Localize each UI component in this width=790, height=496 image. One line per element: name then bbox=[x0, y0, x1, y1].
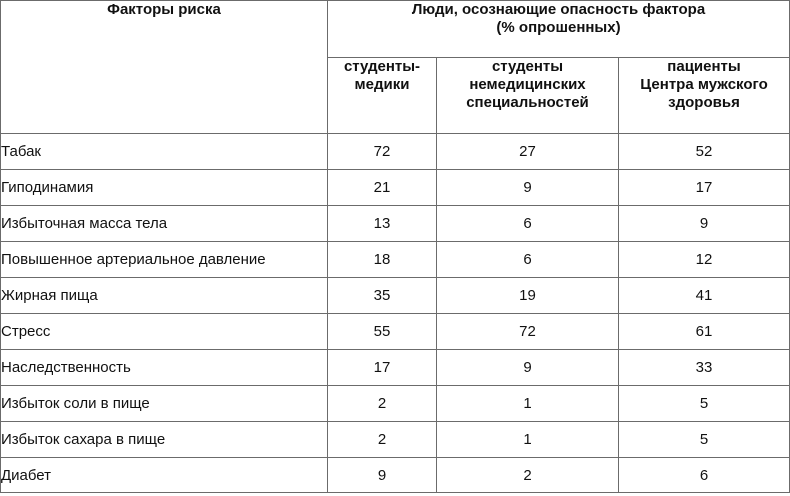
patients-value: 5 bbox=[619, 386, 790, 422]
factor-cell: Стресс bbox=[1, 314, 328, 350]
table-row bbox=[1, 458, 790, 493]
nonmedical-students-value: 19 bbox=[437, 278, 619, 314]
header-line: немедицинских bbox=[469, 76, 586, 93]
medical-students-value: 55 bbox=[328, 314, 437, 350]
factor-cell: Избыточная масса тела bbox=[1, 206, 328, 242]
medical-students-value: 17 bbox=[328, 350, 437, 386]
factor-cell: Диабет bbox=[1, 458, 328, 493]
nonmedical-students-value: 9 bbox=[437, 350, 619, 386]
nonmedical-students-value: 72 bbox=[437, 314, 619, 350]
nonmedical-students-value: 1 bbox=[437, 422, 619, 458]
patients-value: 5 bbox=[619, 422, 790, 458]
factor-cell: Жирная пища bbox=[1, 278, 328, 314]
medical-students-value: 18 bbox=[328, 242, 437, 278]
patients-value: 9 bbox=[619, 206, 790, 242]
header-line: Центра мужского bbox=[640, 76, 768, 93]
patients-value: 6 bbox=[619, 458, 790, 493]
factor-cell: Избыток сахара в пище bbox=[1, 422, 328, 458]
table-row bbox=[1, 350, 790, 386]
header-mens-health-patients bbox=[619, 58, 790, 134]
header-line: специальностей bbox=[466, 94, 589, 111]
table-row bbox=[1, 386, 790, 422]
medical-students-value: 13 bbox=[328, 206, 437, 242]
patients-value: 41 bbox=[619, 278, 790, 314]
medical-students-value: 21 bbox=[328, 170, 437, 206]
table-row bbox=[1, 278, 790, 314]
patients-value: 17 bbox=[619, 170, 790, 206]
header-aware-people bbox=[328, 1, 790, 58]
header-line: здоровья bbox=[668, 94, 740, 111]
header-line: пациенты bbox=[667, 58, 741, 75]
patients-value: 12 bbox=[619, 242, 790, 278]
header-aware-people-line2: (% опрошенных) bbox=[496, 19, 621, 36]
nonmedical-students-value: 6 bbox=[437, 242, 619, 278]
header-risk-factors-label: Факторы риска bbox=[107, 1, 221, 18]
header-line: медики bbox=[354, 76, 410, 93]
medical-students-value: 9 bbox=[328, 458, 437, 493]
table-row bbox=[1, 314, 790, 350]
nonmedical-students-value: 6 bbox=[437, 206, 619, 242]
header-line: студенты- bbox=[343, 58, 421, 75]
nonmedical-students-value: 9 bbox=[437, 170, 619, 206]
table-row bbox=[1, 134, 790, 170]
factor-cell: Гиподинамия bbox=[1, 170, 328, 206]
header-line: студенты bbox=[491, 58, 564, 75]
table-row bbox=[1, 422, 790, 458]
header-risk-factors bbox=[1, 1, 328, 134]
medical-students-value: 35 bbox=[328, 278, 437, 314]
factor-cell: Избыток соли в пище bbox=[1, 386, 328, 422]
patients-value: 61 bbox=[619, 314, 790, 350]
patients-value: 33 bbox=[619, 350, 790, 386]
table-row bbox=[1, 170, 790, 206]
factor-cell: Повышенное артериальное давление bbox=[1, 242, 328, 278]
patients-value: 52 bbox=[619, 134, 790, 170]
nonmedical-students-value: 2 bbox=[437, 458, 619, 493]
factor-cell: Наследственность bbox=[1, 350, 328, 386]
table-row bbox=[1, 206, 790, 242]
nonmedical-students-value: 1 bbox=[437, 386, 619, 422]
medical-students-value: 2 bbox=[328, 386, 437, 422]
factor-cell: Табак bbox=[1, 134, 328, 170]
table-row bbox=[1, 242, 790, 278]
nonmedical-students-value: 27 bbox=[437, 134, 619, 170]
header-aware-people-line1: Люди, осознающие опасность фактора bbox=[411, 1, 706, 18]
header-medical-students bbox=[328, 58, 437, 134]
medical-students-value: 2 bbox=[328, 422, 437, 458]
medical-students-value: 72 bbox=[328, 134, 437, 170]
header-nonmedical-students bbox=[437, 58, 619, 134]
